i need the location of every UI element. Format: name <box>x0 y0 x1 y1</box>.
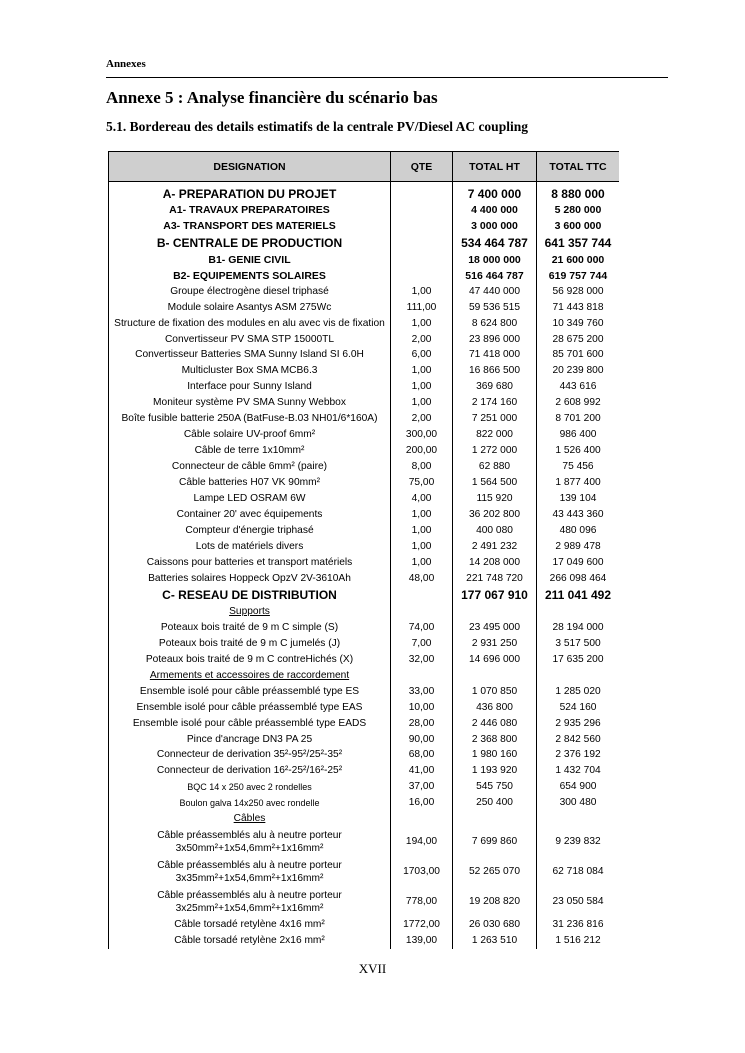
designation-cell: Pince d'ancrage DN3 PA 25 <box>109 732 391 748</box>
qte-cell: 16,00 <box>391 795 453 811</box>
section-subtitle: 5.1. Bordereau des details estimatifs de la centrale PV/Diesel AC coupling <box>106 119 528 134</box>
qte-cell: 33,00 <box>391 684 453 700</box>
total-ht-cell: 2 174 160 <box>453 395 537 411</box>
header-total-ttc: TOTAL TTC <box>537 152 620 182</box>
designation-cell: Câbles <box>109 811 391 827</box>
qte-cell: 48,00 <box>391 571 453 587</box>
table-row <box>109 491 620 507</box>
designation-cell: Connecteur de derivation 16²-25²/16²-25² <box>109 763 391 779</box>
qte-cell <box>391 182 453 203</box>
total-ht-cell: 36 202 800 <box>453 507 537 523</box>
total-ht-cell: 1 564 500 <box>453 475 537 491</box>
designation-cell: Connecteur de derivation 35²-95²/25²-35² <box>109 748 391 764</box>
table-row <box>109 700 620 716</box>
designation-cell: BQC 14 x 250 avec 2 rondelles <box>109 779 391 795</box>
total-ht-cell: 2 446 080 <box>453 716 537 732</box>
total-ttc-cell: 71 443 818 <box>537 300 620 316</box>
table-row <box>109 857 620 887</box>
table-row <box>109 684 620 700</box>
table-row <box>109 218 620 234</box>
total-ht-cell: 250 400 <box>453 795 537 811</box>
total-ttc-cell: 43 443 360 <box>537 507 620 523</box>
total-ht-cell: 545 750 <box>453 779 537 795</box>
total-ttc-cell: 1 526 400 <box>537 443 620 459</box>
table-row <box>109 795 620 811</box>
qte-cell: 7,00 <box>391 636 453 652</box>
total-ttc-cell: 443 616 <box>537 379 620 395</box>
qte-cell: 300,00 <box>391 427 453 443</box>
qte-cell: 74,00 <box>391 620 453 636</box>
designation-cell: A3- TRANSPORT DES MATERIELS <box>109 218 391 234</box>
qte-cell: 1,00 <box>391 523 453 539</box>
total-ttc-cell: 21 600 000 <box>537 252 620 268</box>
total-ht-cell: 26 030 680 <box>453 917 537 933</box>
total-ttc-cell: 23 050 584 <box>537 887 620 917</box>
qte-cell: 1,00 <box>391 555 453 571</box>
table-row <box>109 652 620 668</box>
qte-cell: 194,00 <box>391 827 453 857</box>
total-ttc-cell: 1 285 020 <box>537 684 620 700</box>
total-ht-cell: 14 696 000 <box>453 652 537 668</box>
table-row <box>109 182 620 203</box>
total-ttc-cell: 62 718 084 <box>537 857 620 887</box>
table-row <box>109 523 620 539</box>
designation-cell: A1- TRAVAUX PREPARATOIRES <box>109 203 391 219</box>
qte-cell <box>391 587 453 605</box>
designation-cell: Ensemble isolé pour câble préassemblé type ES <box>109 684 391 700</box>
table-row <box>109 620 620 636</box>
designation-cell: B- CENTRALE DE PRODUCTION <box>109 234 391 252</box>
total-ht-cell: 436 800 <box>453 700 537 716</box>
table-row <box>109 732 620 748</box>
designation-cell: Supports <box>109 604 391 620</box>
designation-cell: Ensemble isolé pour câble préassemblé type EADS <box>109 716 391 732</box>
total-ttc-cell: 619 757 744 <box>537 268 620 284</box>
total-ttc-cell: 2 989 478 <box>537 539 620 555</box>
total-ht-cell: 18 000 000 <box>453 252 537 268</box>
table-row <box>109 203 620 219</box>
designation-cell: Structure de fixation des modules en alu avec vis de fixation <box>109 316 391 332</box>
table-row <box>109 284 620 300</box>
table-row <box>109 917 620 933</box>
total-ttc-cell: 85 701 600 <box>537 348 620 364</box>
qte-cell: 32,00 <box>391 652 453 668</box>
total-ttc-cell: 8 701 200 <box>537 411 620 427</box>
table-row <box>109 716 620 732</box>
designation-cell: Câble préassemblés alu à neutre porteur 3x50mm²+1x54,6mm²+1x16mm² <box>109 827 391 857</box>
total-ht-cell: 1 070 850 <box>453 684 537 700</box>
total-ht-cell: 7 400 000 <box>453 182 537 203</box>
designation-cell: Batteries solaires Hoppeck OpzV 2V-3610Ah <box>109 571 391 587</box>
total-ttc-cell: 641 357 744 <box>537 234 620 252</box>
estimate-table <box>108 151 619 949</box>
designation-cell: Câble préassemblés alu à neutre porteur 3x25mm²+1x54,6mm²+1x16mm² <box>109 887 391 917</box>
table-row <box>109 668 620 684</box>
total-ttc-cell: 31 236 816 <box>537 917 620 933</box>
total-ht-cell: 4 400 000 <box>453 203 537 219</box>
total-ht-cell: 2 931 250 <box>453 636 537 652</box>
qte-cell: 28,00 <box>391 716 453 732</box>
designation-cell: Lots de matériels divers <box>109 539 391 555</box>
total-ht-cell: 7 251 000 <box>453 411 537 427</box>
designation-cell: Boulon galva 14x250 avec rondelle <box>109 795 391 811</box>
qte-cell: 200,00 <box>391 443 453 459</box>
qte-cell: 6,00 <box>391 348 453 364</box>
table-header-row <box>109 152 620 182</box>
qte-cell: 1,00 <box>391 379 453 395</box>
total-ht-cell: 8 624 800 <box>453 316 537 332</box>
total-ttc-cell: 139 104 <box>537 491 620 507</box>
table-row <box>109 475 620 491</box>
total-ttc-cell: 2 376 192 <box>537 748 620 764</box>
table-row <box>109 587 620 605</box>
table-row <box>109 379 620 395</box>
qte-cell: 41,00 <box>391 763 453 779</box>
total-ttc-cell: 17 049 600 <box>537 555 620 571</box>
total-ht-cell: 3 000 000 <box>453 218 537 234</box>
total-ttc-cell: 28 194 000 <box>537 620 620 636</box>
designation-cell: Boîte fusible batterie 250A (BatFuse-B.03 NH01/6*160A) <box>109 411 391 427</box>
qte-cell: 75,00 <box>391 475 453 491</box>
qte-cell: 139,00 <box>391 933 453 949</box>
table-row <box>109 234 620 252</box>
total-ttc-cell: 3 600 000 <box>537 218 620 234</box>
total-ttc-cell <box>537 604 620 620</box>
table-row <box>109 252 620 268</box>
designation-cell: Câble solaire UV-proof 6mm² <box>109 427 391 443</box>
designation-cell: Câble de terre 1x10mm² <box>109 443 391 459</box>
total-ht-cell: 369 680 <box>453 379 537 395</box>
table-row <box>109 427 620 443</box>
total-ttc-cell: 1 432 704 <box>537 763 620 779</box>
total-ttc-cell: 2 935 296 <box>537 716 620 732</box>
qte-cell: 1,00 <box>391 507 453 523</box>
total-ht-cell: 2 491 232 <box>453 539 537 555</box>
qte-cell: 8,00 <box>391 459 453 475</box>
table-row <box>109 748 620 764</box>
table-row <box>109 763 620 779</box>
total-ttc-cell <box>537 811 620 827</box>
qte-cell <box>391 218 453 234</box>
total-ht-cell: 221 748 720 <box>453 571 537 587</box>
qte-cell: 111,00 <box>391 300 453 316</box>
total-ttc-cell: 3 517 500 <box>537 636 620 652</box>
designation-cell: Compteur d'énergie triphasé <box>109 523 391 539</box>
designation-cell: Convertisseur PV SMA STP 15000TL <box>109 332 391 348</box>
designation-cell: Câble torsadé retylène 2x16 mm² <box>109 933 391 949</box>
header-rule <box>106 77 668 78</box>
total-ht-cell: 71 418 000 <box>453 348 537 364</box>
total-ttc-cell: 266 098 464 <box>537 571 620 587</box>
total-ttc-cell: 20 239 800 <box>537 363 620 379</box>
designation-cell: Câble batteries H07 VK 90mm² <box>109 475 391 491</box>
designation-cell: Groupe électrogène diesel triphasé <box>109 284 391 300</box>
table-row <box>109 507 620 523</box>
page-number: XVII <box>358 961 387 976</box>
header-total-ht: TOTAL HT <box>453 152 537 182</box>
total-ttc-cell: 524 160 <box>537 700 620 716</box>
designation-cell: Multicluster Box SMA MCB6.3 <box>109 363 391 379</box>
table-row <box>109 604 620 620</box>
total-ht-cell: 52 265 070 <box>453 857 537 887</box>
total-ttc-cell: 56 928 000 <box>537 284 620 300</box>
qte-cell <box>391 203 453 219</box>
total-ht-cell <box>453 604 537 620</box>
total-ttc-cell: 28 675 200 <box>537 332 620 348</box>
designation-cell: Poteaux bois traité de 9 m C simple (S) <box>109 620 391 636</box>
table-row <box>109 827 620 857</box>
total-ht-cell: 7 699 860 <box>453 827 537 857</box>
designation-cell: Caissons pour batteries et transport matériels <box>109 555 391 571</box>
table-row <box>109 539 620 555</box>
designation-cell: Câble torsadé retylène 4x16 mm² <box>109 917 391 933</box>
table-row <box>109 443 620 459</box>
table-row <box>109 555 620 571</box>
qte-cell: 1,00 <box>391 363 453 379</box>
qte-cell: 778,00 <box>391 887 453 917</box>
designation-cell: C- RESEAU DE DISTRIBUTION <box>109 587 391 605</box>
total-ht-cell: 47 440 000 <box>453 284 537 300</box>
running-header: Annexes <box>106 58 146 70</box>
table-row <box>109 933 620 949</box>
total-ttc-cell: 17 635 200 <box>537 652 620 668</box>
qte-cell: 90,00 <box>391 732 453 748</box>
qte-cell: 1,00 <box>391 316 453 332</box>
table-row <box>109 571 620 587</box>
designation-cell: Module solaire Asantys ASM 275Wc <box>109 300 391 316</box>
total-ht-cell: 23 495 000 <box>453 620 537 636</box>
table-row <box>109 779 620 795</box>
total-ht-cell: 534 464 787 <box>453 234 537 252</box>
designation-cell: A- PREPARATION DU PROJET <box>109 182 391 203</box>
table-row <box>109 887 620 917</box>
total-ht-cell: 822 000 <box>453 427 537 443</box>
designation-cell: Armements et accessoires de raccordement <box>109 668 391 684</box>
designation-cell: Ensemble isolé pour câble préassemblé type EAS <box>109 700 391 716</box>
qte-cell: 2,00 <box>391 411 453 427</box>
designation-cell: B1- GENIE CIVIL <box>109 252 391 268</box>
total-ht-cell: 1 980 160 <box>453 748 537 764</box>
table-row <box>109 636 620 652</box>
designation-cell: Câble préassemblés alu à neutre porteur 3x35mm²+1x54,6mm²+1x16mm² <box>109 857 391 887</box>
qte-cell: 68,00 <box>391 748 453 764</box>
designation-cell: B2- EQUIPEMENTS SOLAIRES <box>109 268 391 284</box>
header-qte: QTE <box>391 152 453 182</box>
qte-cell: 4,00 <box>391 491 453 507</box>
total-ht-cell: 2 368 800 <box>453 732 537 748</box>
total-ht-cell: 1 193 920 <box>453 763 537 779</box>
qte-cell <box>391 604 453 620</box>
total-ttc-cell: 986 400 <box>537 427 620 443</box>
total-ht-cell: 400 080 <box>453 523 537 539</box>
table-row <box>109 411 620 427</box>
table-row <box>109 811 620 827</box>
qte-cell <box>391 234 453 252</box>
total-ttc-cell: 5 280 000 <box>537 203 620 219</box>
total-ttc-cell: 10 349 760 <box>537 316 620 332</box>
total-ht-cell: 59 536 515 <box>453 300 537 316</box>
qte-cell: 1,00 <box>391 395 453 411</box>
total-ttc-cell <box>537 668 620 684</box>
total-ht-cell: 16 866 500 <box>453 363 537 379</box>
page-title: Annexe 5 : Analyse financière du scénario bas <box>106 88 438 107</box>
qte-cell: 1772,00 <box>391 917 453 933</box>
table-row <box>109 316 620 332</box>
total-ttc-cell: 9 239 832 <box>537 827 620 857</box>
total-ht-cell: 14 208 000 <box>453 555 537 571</box>
total-ttc-cell: 1 877 400 <box>537 475 620 491</box>
total-ht-cell: 115 920 <box>453 491 537 507</box>
table-row <box>109 332 620 348</box>
table-body <box>109 182 620 950</box>
designation-cell: Container 20' avec équipements <box>109 507 391 523</box>
designation-cell: Lampe LED OSRAM 6W <box>109 491 391 507</box>
table-row <box>109 268 620 284</box>
header-designation: DESIGNATION <box>109 152 391 182</box>
qte-cell: 37,00 <box>391 779 453 795</box>
estimate-table-container <box>108 151 619 956</box>
table-row <box>109 363 620 379</box>
qte-cell <box>391 668 453 684</box>
qte-cell <box>391 811 453 827</box>
total-ht-cell: 23 896 000 <box>453 332 537 348</box>
designation-cell: Moniteur système PV SMA Sunny Webbox <box>109 395 391 411</box>
qte-cell <box>391 268 453 284</box>
total-ht-cell: 1 263 510 <box>453 933 537 949</box>
total-ttc-cell: 2 842 560 <box>537 732 620 748</box>
total-ht-cell: 177 067 910 <box>453 587 537 605</box>
designation-cell: Poteaux bois traité de 9 m C contreHichés (X) <box>109 652 391 668</box>
total-ttc-cell: 654 900 <box>537 779 620 795</box>
total-ttc-cell: 300 480 <box>537 795 620 811</box>
total-ttc-cell: 480 096 <box>537 523 620 539</box>
table-row <box>109 348 620 364</box>
designation-cell: Poteaux bois traité de 9 m C jumelés (J) <box>109 636 391 652</box>
qte-cell: 1,00 <box>391 539 453 555</box>
total-ht-cell: 516 464 787 <box>453 268 537 284</box>
total-ht-cell: 1 272 000 <box>453 443 537 459</box>
total-ht-cell: 62 880 <box>453 459 537 475</box>
total-ht-cell <box>453 811 537 827</box>
total-ttc-cell: 1 516 212 <box>537 933 620 949</box>
table-row <box>109 300 620 316</box>
total-ttc-cell: 2 608 992 <box>537 395 620 411</box>
total-ttc-cell: 8 880 000 <box>537 182 620 203</box>
table-row <box>109 459 620 475</box>
total-ht-cell: 19 208 820 <box>453 887 537 917</box>
designation-cell: Convertisseur Batteries SMA Sunny Island SI 6.0H <box>109 348 391 364</box>
total-ht-cell <box>453 668 537 684</box>
qte-cell <box>391 252 453 268</box>
qte-cell: 1703,00 <box>391 857 453 887</box>
qte-cell: 10,00 <box>391 700 453 716</box>
designation-cell: Interface pour Sunny Island <box>109 379 391 395</box>
designation-cell: Connecteur de câble 6mm² (paire) <box>109 459 391 475</box>
qte-cell: 2,00 <box>391 332 453 348</box>
total-ttc-cell: 211 041 492 <box>537 587 620 605</box>
table-row <box>109 395 620 411</box>
qte-cell: 1,00 <box>391 284 453 300</box>
total-ttc-cell: 75 456 <box>537 459 620 475</box>
